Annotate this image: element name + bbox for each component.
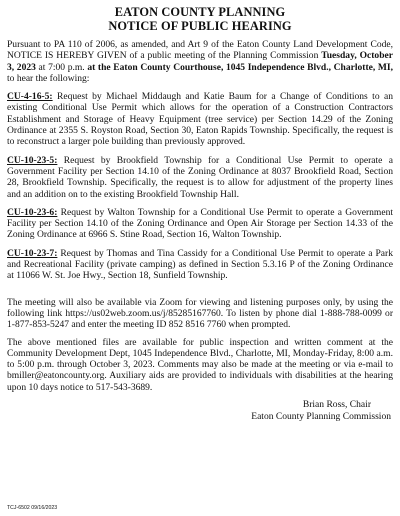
case-item xyxy=(7,248,393,282)
case-item xyxy=(7,155,393,200)
files-paragraph: The above mentioned files are available for public inspection and written comment at the Community Development Dept, 1045 Independence Blvd., Charlotte, MI, Monday-Friday, 8:00 a.m. to 5:00 p.m. through October 3, 2023. Comments may also be made at the meeting or via e-mail to bmiller@eatoncounty.org. Auxiliary aids are provided to individuals with disabilities at the hearing upon 10 days notice to 517-543-3689. xyxy=(7,336,393,393)
notice-title-line2: NOTICE OF PUBLIC HEARING xyxy=(108,19,292,33)
publication-code: TCJ-6502 09/16/2023 xyxy=(7,505,58,511)
signature-block xyxy=(7,399,393,422)
case-text: Request by Michael Middaugh and Katie Baum for a Change of Conditions to an existing Conditional Use Permit which allows for the operation of a Construction Contractors Establishment and Storage of Heavy Equipment (tree service) per Section 14.29 of the Zoning Ordinance at 2355 S. Royston Road, Section 30, Eaton Rapids Township. Specifically, the request is to reconstruct a larger pole building than previously approved. xyxy=(7,91,393,148)
intro-time: at 7:00 p.m. xyxy=(35,61,88,73)
signature-name: Brian Ross, Chair xyxy=(302,399,371,411)
case-id: CU-10-23-5: xyxy=(7,154,58,166)
case-id: CU-10-23-6: xyxy=(7,206,58,218)
meeting-date: Tuesday, October 3, 2023 xyxy=(7,50,393,73)
meeting-location: at the Eaton County Courthouse, 1045 Independence Blvd., Charlotte, MI, xyxy=(87,61,393,73)
case-text: Request by Thomas and Tina Cassidy for a Conditional Use Permit to operate a Park and Recreational Facility (private camping) as defined in Section 5.3.16 P of the Zoning Ordinance at 11066 W. St. Joe Hwy., Section 18, Sunfield Township. xyxy=(7,247,393,282)
case-text: Request by Walton Township for a Conditional Use Permit to operate a Government Facility per Section 14.10 of the Zoning Ordinance and Open Air Storage per Section 14.33 of the Zoning Ordinance at 6966 S. Stine Road, Section 16, Walton Township. xyxy=(7,206,393,241)
case-id: CU-4-16-5: xyxy=(7,91,53,103)
notice-title-line1: EATON COUNTY PLANNING xyxy=(114,5,286,19)
intro-tail: to hear the following: xyxy=(7,72,90,84)
case-text: Request by Brookfield Township for a Conditional Use Permit to operate a Government Facility per Section 14.10 of the Zoning Ordinance at 8037 Brookfield Road, Section 28, Brookfield Township. Specifically, the request is to allow for adjustment of the property lines and an addition on to the existing Brookfield Township Hall. xyxy=(7,154,393,200)
zoom-paragraph: The meeting will also be available via Zoom for viewing and listening purposes only, by using the following link https://us02web.zoom.us/j/85285167760. To listen by phone dial 1-888-788-0099 or 1-877-853-5247 and enter the meeting ID 852 8516 7760 when prompted. xyxy=(7,296,393,331)
signature-org: Eaton County Planning Commission xyxy=(251,410,391,422)
case-item xyxy=(7,91,393,147)
case-item xyxy=(7,207,393,241)
intro-lead: Pursuant to PA 110 of 2006, as amended, and Art 9 of the Eaton County Land Development Code, NOTICE IS HEREBY GIVEN of a public meeting of the Planning Commission xyxy=(7,39,393,62)
case-id: CU-10-23-7: xyxy=(7,247,58,259)
intro-paragraph xyxy=(7,39,393,84)
